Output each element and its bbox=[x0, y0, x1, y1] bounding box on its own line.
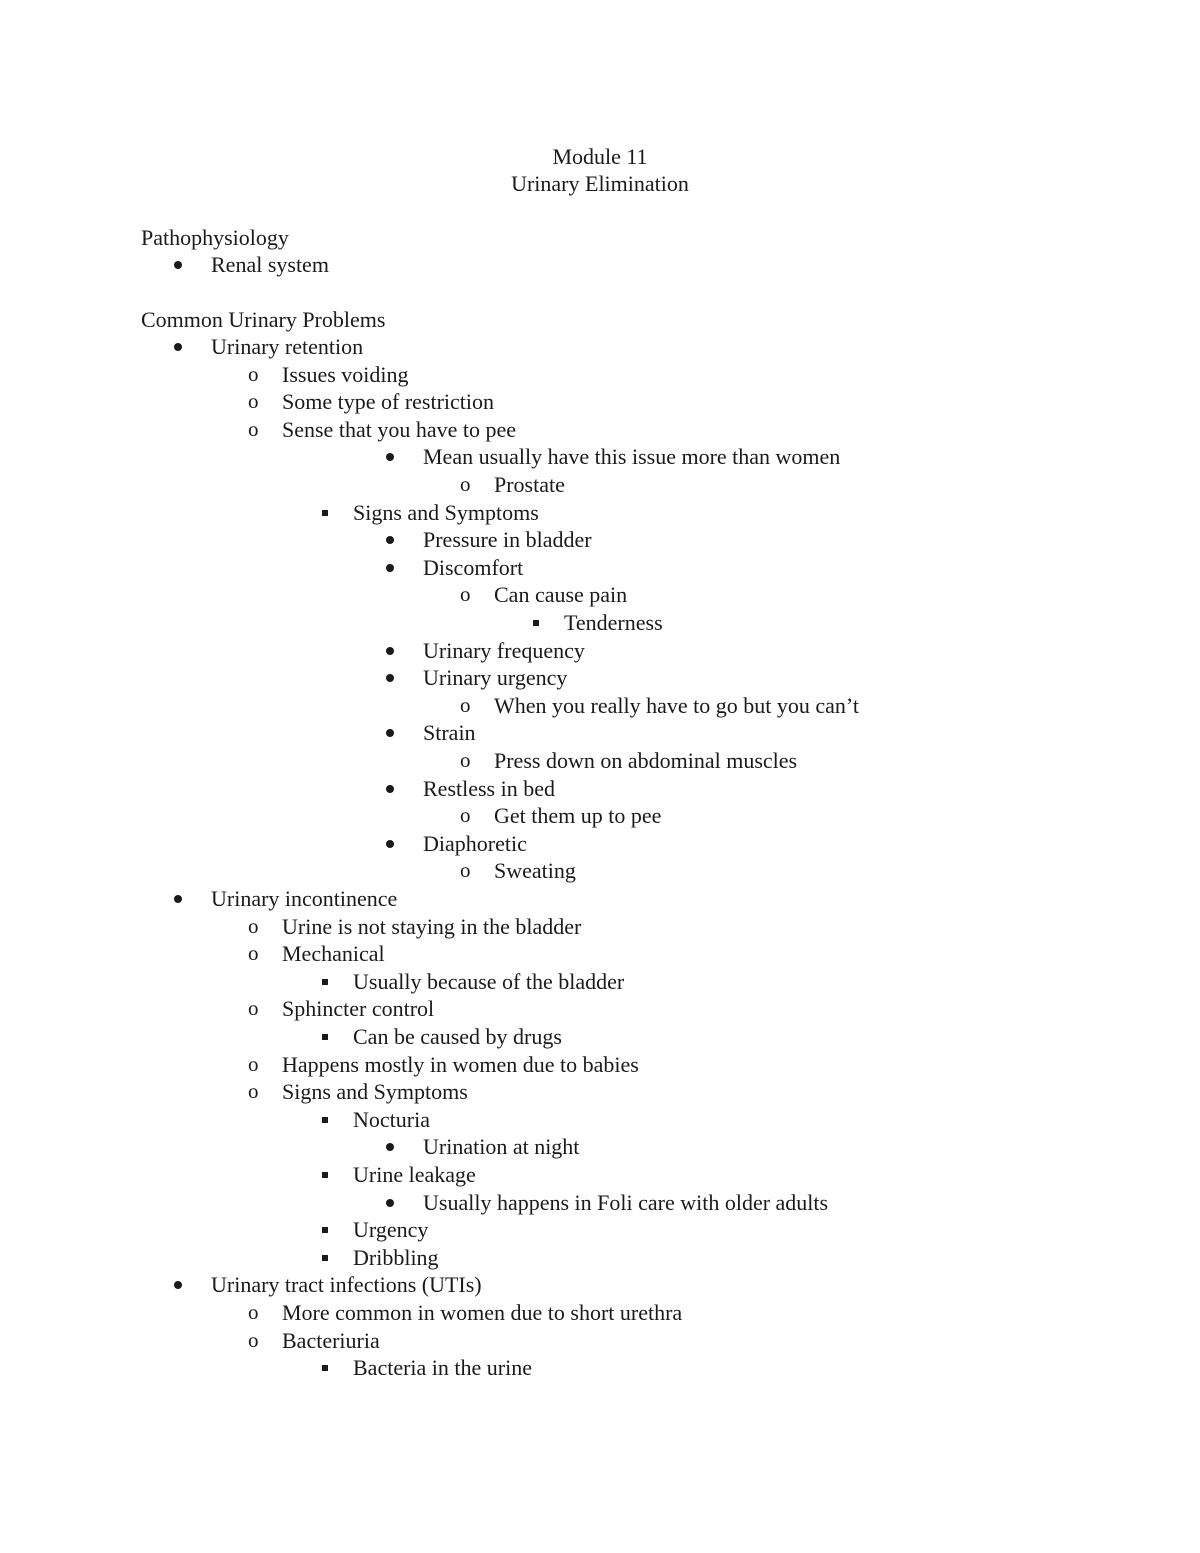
bullet-circle-icon: o bbox=[248, 1079, 259, 1104]
bullet-square-icon bbox=[322, 1034, 328, 1040]
list-item-text: Urine leakage bbox=[353, 1162, 476, 1187]
list-item-text: Usually happens in Foli care with older adults bbox=[423, 1189, 829, 1215]
list-item-text: Discomfort bbox=[423, 554, 524, 580]
list-item bbox=[353, 1216, 428, 1243]
section-heading: Common Urinary Problems bbox=[141, 307, 386, 332]
list-item bbox=[211, 251, 329, 278]
list-item-text: Diaphoretic bbox=[423, 830, 527, 856]
list-item-text: Urination at night bbox=[423, 1134, 580, 1160]
list-item bbox=[423, 719, 476, 746]
bullet-square-icon bbox=[322, 1365, 328, 1371]
list-item-text: Urinary retention bbox=[211, 334, 364, 359]
list-item bbox=[353, 499, 539, 526]
bullet-dot-icon bbox=[174, 261, 182, 269]
list-item bbox=[353, 1354, 532, 1381]
bullet-dot-icon bbox=[386, 1143, 394, 1151]
list-item-text: Urinary incontinence bbox=[211, 886, 398, 911]
list-item-text: Urine is not staying in the bladder bbox=[282, 913, 582, 939]
bullet-dot-icon bbox=[174, 895, 182, 903]
list-item-text: Dribbling bbox=[353, 1244, 439, 1270]
list-item bbox=[353, 1161, 476, 1188]
list-item-text: Urinary frequency bbox=[423, 637, 585, 663]
bullet-circle-icon: o bbox=[460, 748, 471, 772]
list-item bbox=[248, 1078, 468, 1105]
bullet-square-icon bbox=[533, 620, 539, 626]
bullet-circle-icon: o bbox=[248, 361, 259, 386]
bullet-circle-icon: o bbox=[248, 389, 259, 414]
list-item-text: Can be caused by drugs bbox=[353, 1024, 562, 1049]
list-item-text: Happens mostly in women due to babies bbox=[282, 1051, 639, 1077]
list-item-text: Mechanical bbox=[282, 941, 385, 967]
list-item bbox=[353, 1244, 439, 1271]
list-item bbox=[248, 940, 385, 967]
list-item-text: Strain bbox=[423, 720, 476, 746]
list-item-text: Can cause pain bbox=[494, 582, 628, 608]
bullet-circle-icon: o bbox=[248, 941, 259, 966]
list-item-text: Restless in bed bbox=[423, 775, 555, 801]
list-item-text: Urinary urgency bbox=[423, 665, 568, 691]
list-item bbox=[460, 802, 662, 829]
bullet-dot-icon bbox=[386, 674, 394, 682]
list-item-text: Pressure in bladder bbox=[423, 527, 592, 553]
list-item-text: Bacteria in the urine bbox=[353, 1355, 532, 1381]
bullet-square-icon bbox=[322, 1172, 328, 1178]
list-item bbox=[248, 361, 409, 388]
list-item bbox=[460, 692, 859, 719]
bullet-circle-icon: o bbox=[248, 1300, 259, 1324]
list-item bbox=[248, 1051, 639, 1078]
list-item-text: Bacteriuria bbox=[282, 1327, 380, 1353]
bullet-circle-icon: o bbox=[460, 692, 471, 717]
list-item bbox=[248, 995, 435, 1022]
list-item bbox=[460, 747, 798, 774]
list-item-text: Signs and Symptoms bbox=[282, 1079, 468, 1105]
list-item bbox=[460, 581, 628, 608]
list-item bbox=[353, 1023, 562, 1050]
list-item bbox=[460, 471, 565, 498]
list-item bbox=[353, 968, 624, 995]
list-item bbox=[211, 885, 397, 912]
list-item bbox=[248, 1327, 380, 1354]
list-item-text: Sphincter control bbox=[282, 996, 435, 1022]
bullet-dot-icon bbox=[386, 729, 394, 737]
list-item-text: Nocturia bbox=[353, 1106, 430, 1132]
bullet-dot-icon bbox=[174, 343, 182, 351]
list-item bbox=[248, 388, 495, 415]
list-item-text: Issues voiding bbox=[282, 361, 409, 387]
list-item-text: Urinary tract infections (UTIs) bbox=[211, 1272, 482, 1298]
bullet-circle-icon: o bbox=[460, 582, 471, 607]
bullet-dot-icon bbox=[386, 840, 394, 848]
list-item bbox=[248, 1299, 683, 1326]
bullet-dot-icon bbox=[386, 536, 394, 544]
list-item bbox=[423, 1189, 828, 1216]
list-item bbox=[211, 1271, 482, 1298]
bullet-circle-icon: o bbox=[460, 803, 471, 828]
bullet-circle-icon: o bbox=[248, 1327, 259, 1352]
bullet-dot-icon bbox=[386, 1199, 394, 1207]
list-item bbox=[423, 526, 592, 553]
section-heading: Pathophysiology bbox=[141, 225, 289, 250]
document-subtitle: Urinary Elimination bbox=[511, 171, 689, 196]
list-item bbox=[423, 637, 585, 664]
list-item-text: Press down on abdominal muscles bbox=[494, 748, 798, 773]
list-item-text: Prostate bbox=[494, 472, 565, 497]
list-item-text: More common in women due to short urethra bbox=[282, 1300, 683, 1325]
list-item-text: Get them up to pee bbox=[494, 803, 662, 829]
list-item-text: Renal system bbox=[211, 252, 329, 277]
bullet-circle-icon: o bbox=[248, 996, 259, 1021]
document-title: Module 11 bbox=[552, 144, 648, 169]
bullet-square-icon bbox=[322, 1227, 328, 1233]
bullet-dot-icon bbox=[386, 453, 394, 461]
bullet-dot-icon bbox=[386, 647, 394, 655]
list-item-text: When you really have to go but you can’t bbox=[494, 692, 859, 718]
list-item bbox=[423, 1133, 579, 1160]
list-item-text: Sense that you have to pee bbox=[282, 416, 516, 442]
list-item bbox=[423, 664, 567, 691]
bullet-dot-icon bbox=[174, 1281, 182, 1289]
list-item bbox=[353, 1106, 430, 1133]
bullet-square-icon bbox=[322, 510, 328, 516]
list-item bbox=[423, 775, 555, 802]
bullet-square-icon bbox=[322, 1255, 328, 1261]
list-item bbox=[460, 857, 576, 884]
bullet-circle-icon: o bbox=[248, 913, 259, 938]
list-item-text: Some type of restriction bbox=[282, 389, 495, 415]
bullet-circle-icon: o bbox=[248, 1051, 259, 1076]
list-item bbox=[423, 830, 527, 857]
bullet-dot-icon bbox=[386, 785, 394, 793]
list-item-text: Mean usually have this issue more than women bbox=[423, 444, 841, 470]
list-item bbox=[564, 609, 663, 636]
bullet-square-icon bbox=[322, 979, 328, 985]
list-item-text: Tenderness bbox=[564, 610, 663, 635]
list-item bbox=[248, 416, 516, 443]
list-item-text: Urgency bbox=[353, 1217, 429, 1243]
list-item bbox=[423, 443, 840, 470]
bullet-square-icon bbox=[322, 1117, 328, 1123]
bullet-circle-icon: o bbox=[460, 858, 471, 883]
list-item bbox=[211, 333, 363, 360]
list-item-text: Sweating bbox=[494, 858, 576, 884]
list-item-text: Signs and Symptoms bbox=[353, 499, 539, 525]
bullet-circle-icon: o bbox=[460, 472, 471, 496]
list-item bbox=[248, 913, 582, 940]
bullet-dot-icon bbox=[386, 564, 394, 572]
list-item bbox=[423, 554, 523, 581]
bullet-circle-icon: o bbox=[248, 416, 259, 441]
list-item-text: Usually because of the bladder bbox=[353, 968, 625, 994]
